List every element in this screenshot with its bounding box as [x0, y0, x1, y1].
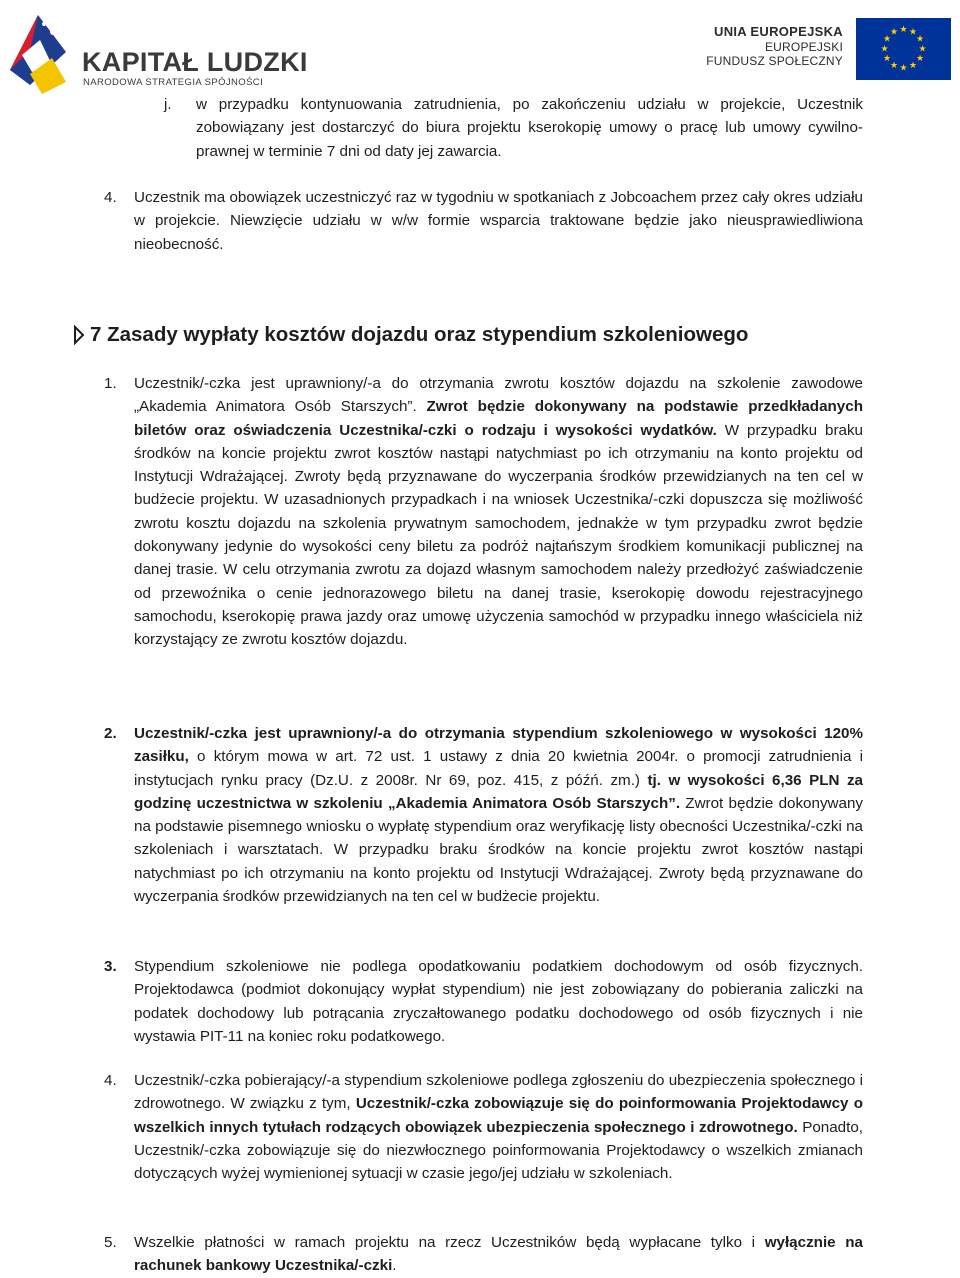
point-5-marker: 5.	[104, 1234, 117, 1251]
point-1-bold-a: Zwrot będzie dokonywany na podstawie przedkładanych biletów oraz oświadczenia Uczestnika/-czki o rodzaju i wysokości wydatków.	[134, 398, 863, 439]
eu-line-2: EUROPEJSKI	[764, 40, 843, 54]
svg-text:★: ★	[908, 61, 918, 71]
page-header	[0, 0, 960, 95]
point-2-bold-b: tj. w wysokości 6,36 PLN za godzinę uczestnictwa w szkoleniu „Akademia Animatora Osób Starszych”.	[134, 771, 864, 812]
svg-text:★: ★	[899, 25, 908, 35]
kapital-ludzki-emblem-icon	[8, 10, 78, 95]
point-4-marker: 4.	[104, 1072, 117, 1089]
point-2-paragraph	[134, 722, 863, 908]
point-2-text	[134, 722, 863, 908]
eu-line-1: UNIA EUROPEJSKA	[714, 24, 843, 39]
svg-text:★: ★	[882, 54, 892, 64]
point-1-text-a: Uczestnik/-czka jest uprawniony/-a do otrzymania zwrotu kosztów dojazdu na szkolenie zawodowe „Akademia Animatora Osób Starszych”.	[134, 375, 863, 416]
point-4-text-b: Ponadto, Uczestnik/-czka zobowiązuje się do niezwłocznego poinformowania Projektodawcy o wszelkich zmianach dotyczących wyżej wymienionej sytuacji w czasie jego/jej udziału w szkoleniach.	[134, 1118, 863, 1183]
svg-text:★: ★	[899, 63, 908, 74]
point-3-marker: 3.	[104, 958, 117, 975]
section-marker-icon	[72, 324, 86, 346]
eu-line-3: FUNDUSZ SPOŁECZNY	[706, 54, 843, 68]
point-1-marker: 1.	[104, 375, 117, 392]
point-1-text	[134, 372, 863, 652]
point-5-bold-a: wyłącznie na rachunek bankowy Uczestnika/-czki	[134, 1234, 863, 1275]
point-2-marker: 2.	[104, 725, 117, 742]
point-4-paragraph	[134, 1069, 863, 1185]
point-1-text-b: W przypadku braku środków na koncie projektu zwrot kosztów nastąpi natychmiast po ich otrzymaniu na konto projektu od Instytucji Wdrażającej. Zwroty będą przyznawane do wyczerpania środków przewidzianych na ten cel w budżecie projektu. W uzasadnionych przypadkach i na wniosek Uczestnika/-czki dopuszcza się możliwość zwrotu kosztu dojazdu na szkolenia prywatnym samochodem, jednakże w tym przypadku zwrot będzie dokonywany jedynie do wysokości ceny biletu za podróż najtańszym środkiem komunikacji publicznej na danej trasie. W celu otrzymania zwrotu za dojazd własnym samochodem należy przedłożyć zaświadczenie od przewoźnika o cenie jednorazowego biletu na danej trasie, kserokopię dowodu rejestracyjnego samochodu, kserokopię prawa jazdy oraz umowę użyczenia samochód w przypadku innego właściciela niż korzystający ze zwrotu kosztów dojazdu.	[134, 421, 863, 649]
svg-text:★: ★	[889, 27, 899, 38]
kapital-ludzki-title: KAPITAŁ LUDZKI	[82, 47, 308, 77]
point-3-paragraph: Stypendium szkoleniowe nie podlega opodatkowaniu podatkiem dochodowym od osób fizycznych. Projektodawca (podmiot dokonujący wypłat stypendium) nie jest zobowiązany do pobierania zaliczki na podatek dochodowy lub potrącania zryczałtowanego podatku dochodowego od osób fizycznych i nie wystawia PIT-11 na koniec roku podatkowego.	[134, 958, 863, 1045]
point-5-text-b: .	[392, 1257, 397, 1275]
point-2-text-b: Zwrot będzie dokonywany na podstawie pisemnego wniosku o wypłatę stypendium oraz weryfikację listy obecności Uczestnika/-czki na szkoleniach i warsztatach. W przypadku braku środków na koncie projektu zwrot kosztów nastąpi natychmiast po ich otrzymaniu na konto projektu od Instytucji Wdrażającej. Zwroty będą przyznawane do wyczerpania środków przewidzianych na ten cel w budżecie projektu.	[134, 794, 863, 906]
svg-text:★: ★	[882, 34, 892, 45]
point-5-text-a: Wszelkie płatności w ramach projektu na rzecz Uczestników będą wypłacane tylko i	[134, 1234, 765, 1251]
section-heading-text: 7 Zasady wypłaty kosztów dojazdu oraz stypendium szkoleniowego	[90, 323, 749, 346]
eu-logo-text	[706, 24, 843, 68]
kapital-ludzki-logo	[8, 10, 308, 95]
item-j-text	[196, 93, 863, 163]
point-2-text-a: o którym mowa w art. 72 ust. 1 ustawy z dnia 20 kwietnia 2004r. o promocji zatrudnienia i instytucjach rynku pracy (Dz.U. z 2008r. Nr 69, poz. 415, z późń. zm.)	[134, 748, 863, 789]
item-4a-paragraph: Uczestnik ma obowiązek uczestniczyć raz w tygodniu w spotkaniach z Jobcoachem przez cały okres udziału w projekcie. Niewzięcie udziału w w/w formie wsparcia traktowane będzie jako nieusprawiedliwiona nieobecność.	[134, 189, 863, 253]
point-1-paragraph	[134, 372, 863, 652]
section-heading	[72, 323, 748, 347]
svg-text:★: ★	[918, 44, 927, 55]
svg-text:★: ★	[908, 27, 918, 38]
point-3-text	[134, 955, 863, 1048]
point-5-paragraph	[134, 1231, 863, 1278]
kapital-ludzki-subtitle: NARODOWA STRATEGIA SPÓJNOŚCI	[83, 77, 264, 88]
point-4-bold-a: Uczestnik/-czka zobowiązuje się do poinformowania Projektodawcy o wszelkich innych tytułach rodzących obowiązek ubezpieczenia społecznego i zdrowotnego.	[134, 1095, 863, 1136]
svg-text:★: ★	[880, 44, 889, 55]
point-5-text	[134, 1231, 863, 1278]
item-j-paragraph: w przypadku kontynuowania zatrudnienia, po zakończeniu udziału w projekcie, Uczestnik zobowiązany jest dostarczyć do biura projektu kserokopię umowy o pracę lub umowy cywilno-prawnej w terminie 7 dni od daty jej zawarcia.	[196, 96, 863, 160]
point-4-text-a: Uczestnik/-czka pobierający/-a stypendium szkoleniowe podlega zgłoszeniu do ubezpieczenia społecznego i zdrowotnego. W związku z tym,	[134, 1072, 863, 1113]
svg-text:★: ★	[889, 61, 899, 71]
eu-logo	[706, 18, 951, 80]
svg-text:★: ★	[915, 54, 925, 64]
item-4a-marker: 4.	[104, 189, 117, 206]
item-4a-text	[134, 186, 863, 256]
item-j-marker: j.	[164, 96, 172, 113]
point-2-bold-a: Uczestnik/-czka jest uprawniony/-a do otrzymania stypendium szkoleniowego w wysokości 120% zasiłku,	[134, 725, 863, 766]
point-4-text	[134, 1069, 863, 1185]
svg-text:★: ★	[915, 34, 925, 45]
eu-flag-icon	[856, 18, 951, 80]
